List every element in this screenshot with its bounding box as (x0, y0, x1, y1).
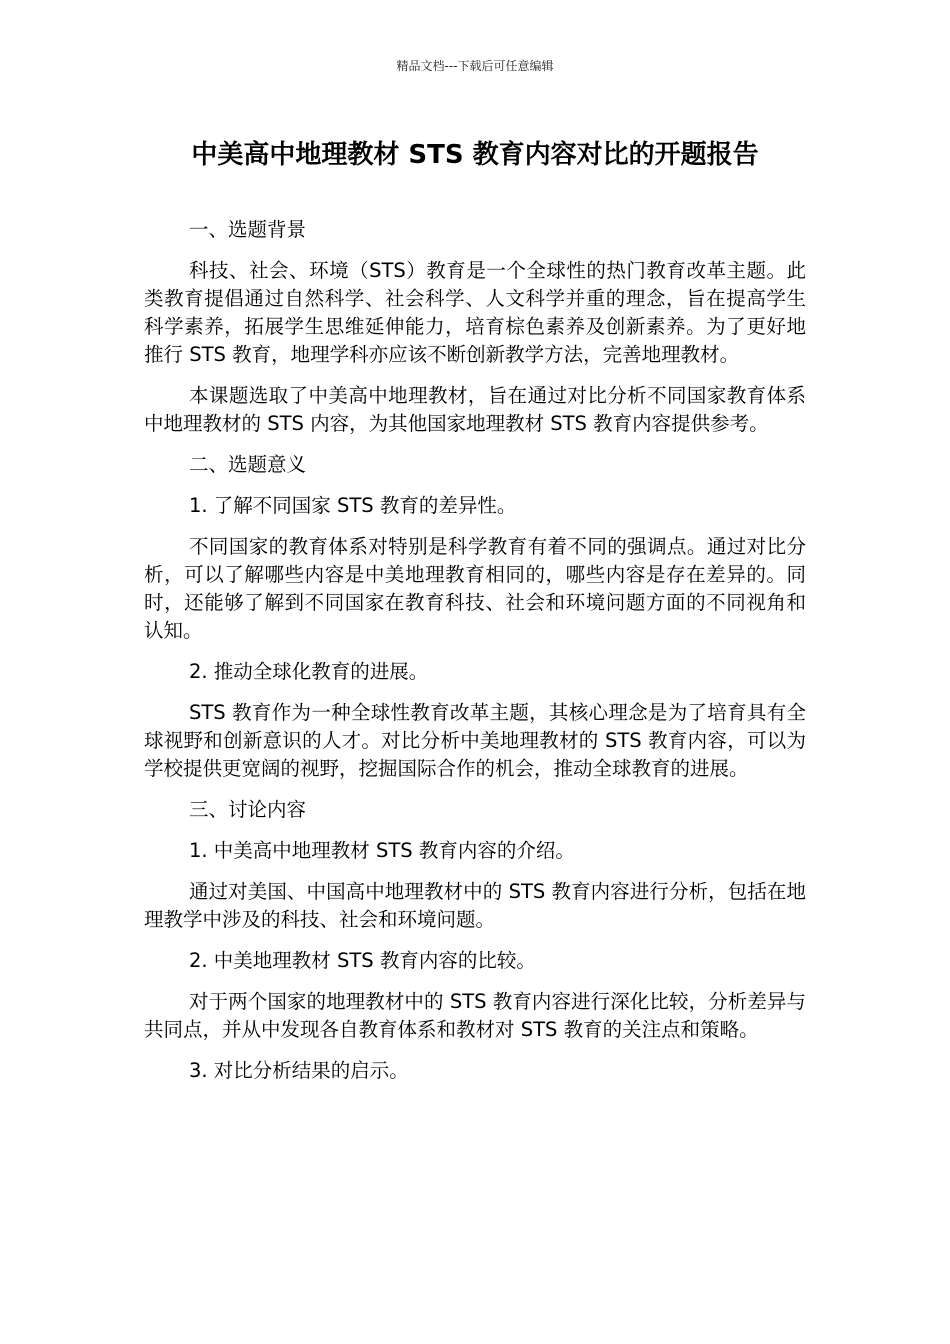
running-header: 精品文档---下载后可任意编辑 (396, 59, 554, 73)
paragraph: 通过对美国、中国高中地理教材中的 STS 教育内容进行分析，包括在地理教学中涉及的科技、社会和环境问题。 (144, 880, 806, 931)
paragraph: 科技、社会、环境（STS）教育是一个全球性的热门教育改革主题。此类教育提倡通过自然科学、社会科学、人文科学并重的理念，旨在提高学生科学素养，拓展学生思维延伸能力，培育棕色素养及创新素养。为了更好地推行 STS 教育，地理学科亦应该不断创新教学方法，完善地理教材。 (144, 259, 806, 366)
document-body (144, 216, 806, 1098)
section-heading-background: 一、选题背景 (189, 218, 307, 241)
subheading: 3. 对比分析结果的启示。 (189, 1059, 409, 1082)
paragraph: STS 教育作为一种全球性教育改革主题，其核心理念是为了培育具有全球视野和创新意识的人才。对比分析中美地理教材的 STS 教育内容，可以为学校提供更宽阔的视野，挖掘国际合作的机会，推动全球教育的进展。 (144, 701, 806, 780)
paragraph: 对于两个国家的地理教材中的 STS 教育内容进行深化比较，分析差异与共同点，并从中发现各自教育体系和教材对 STS 教育的关注点和策略。 (144, 990, 806, 1041)
paragraph: 本课题选取了中美高中地理教材，旨在通过对比分析不同国家教育体系中地理教材的 STS 内容，为其他国家地理教材 STS 教育内容提供参考。 (144, 384, 806, 435)
subheading: 1. 了解不同国家 STS 教育的差异性。 (189, 494, 517, 517)
subheading: 2. 推动全球化教育的进展。 (189, 660, 429, 683)
document-title: 中美高中地理教材 STS 教育内容对比的开题报告 (191, 140, 759, 170)
section-heading-significance: 二、选题意义 (189, 453, 307, 476)
paragraph: 不同国家的教育体系对特别是科学教育有着不同的强调点。通过对比分析，可以了解哪些内容是中美地理教育相同的，哪些内容是存在差异的。同时，还能够了解到不同国家在教育科技、社会和环境问题方面的不同视角和认知。 (144, 535, 806, 642)
section-heading-content: 三、讨论内容 (189, 798, 307, 821)
subheading: 1. 中美高中地理教材 STS 教育内容的介绍。 (189, 839, 575, 862)
subheading: 2. 中美地理教材 STS 教育内容的比较。 (189, 949, 536, 972)
